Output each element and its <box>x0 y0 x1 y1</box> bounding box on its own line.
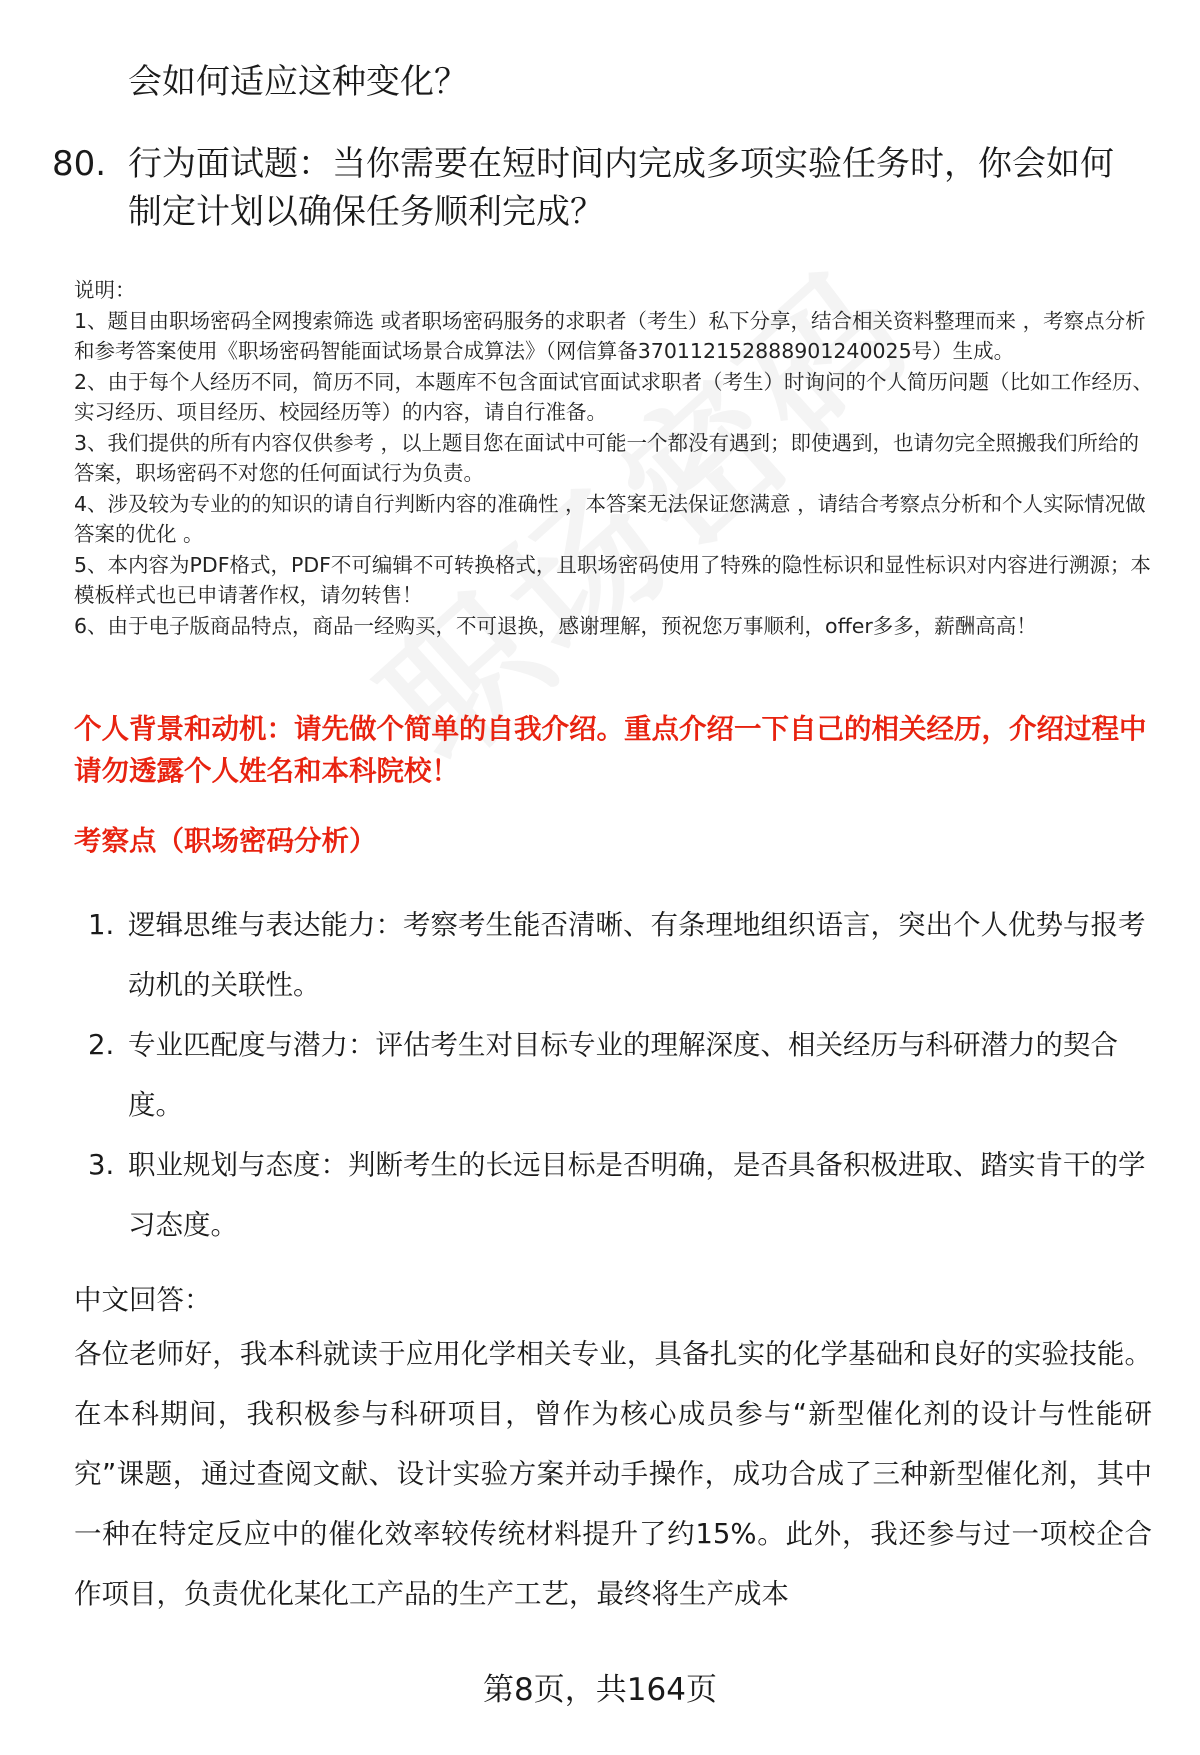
analysis-points <box>74 895 1154 1255</box>
notes-section <box>74 275 1154 641</box>
question-text: 行为面试题：当你需要在短时间内完成多项实验任务时，你会如何制定计划以确保任务顺利完成？ <box>128 144 1114 232</box>
answer-label: 中文回答： <box>74 1284 212 1316</box>
note-item: 1、题目由职场密码全网搜索筛选 或者职场密码服务的求职者（考生）私下分享，结合相关资料整理而来 ，考察点分析和参考答案使用《职场密码智能面试场景合成算法》（网信算备370112152888901240025号）生成。 <box>74 308 1146 363</box>
question-80 <box>52 140 1142 236</box>
background-question: 个人背景和动机：请先做个简单的自我介绍。重点介绍一下自己的相关经历，介绍过程中请勿透露个人姓名和本科院校！ <box>74 713 1147 787</box>
analysis-point-number: 2. <box>88 1029 115 1061</box>
page-footer: 第8页，共164页 <box>483 1672 717 1708</box>
note-item: 3、我们提供的所有内容仅供参考 ，以上题目您在面试中可能一个都没有遇到；即使遇到，也请勿完全照搬我们所给的答案，职场密码不对您的任何面试行为负责。 <box>74 430 1140 485</box>
note-item: 2、由于每个人经历不同，简历不同，本题库不包含面试官面试求职者（考生）时询问的个人简历问题（比如工作经历、实习经历、项目经历、校园经历等）的内容，请自行准备。 <box>74 369 1154 424</box>
analysis-point <box>74 1015 1154 1135</box>
answer-text: 各位老师好，我本科就读于应用化学相关专业，具备扎实的化学基础和良好的实验技能。在本科期间，我积极参与科研项目，曾作为核心成员参与“新型催化剂的设计与性能研究”课题，通过查阅文献、设计实验方案并动手操作，成功合成了三种新型催化剂，其中一种在特定反应中的催化效率较传统材料提升了约15%。此外，我还参与过一项校企合作项目，负责优化某化工产品的生产工艺，最终将生产成本 <box>74 1338 1152 1610</box>
question-continuation: 会如何适应这种变化？ <box>128 62 468 102</box>
note-item: 6、由于电子版商品特点，商品一经购买，不可退换，感谢理解，预祝您万事顺利，offer多多，薪酬高高！ <box>74 613 1037 638</box>
note-item: 5、本内容为PDF格式，PDF不可编辑不可转换格式，且职场密码使用了特殊的隐性标识和显性标识对内容进行溯源；本模板样式也已申请著作权，请勿转售！ <box>74 552 1151 607</box>
notes-title: 说明： <box>74 278 136 302</box>
analysis-point-text: 职业规划与态度：判断考生的长远目标是否明确，是否具备积极进取、踏实肯干的学习态度。 <box>128 1149 1146 1241</box>
question-number: 80. <box>52 144 107 184</box>
analysis-point-text: 专业匹配度与潜力：评估考生对目标专业的理解深度、相关经历与科研潜力的契合度。 <box>128 1029 1118 1121</box>
analysis-point-text: 逻辑思维与表达能力：考察考生能否清晰、有条理地组织语言，突出个人优势与报考动机的关联性。 <box>128 909 1146 1001</box>
analysis-heading: 考察点（职场密码分析） <box>74 825 377 857</box>
analysis-point-number: 1. <box>88 909 115 941</box>
note-item: 4、涉及较为专业的的知识的请自行判断内容的准确性 ，本答案无法保证您满意 ，请结合考察点分析和个人实际情况做答案的优化 。 <box>74 491 1146 546</box>
analysis-point <box>74 1135 1154 1255</box>
analysis-point <box>74 895 1154 1015</box>
analysis-point-number: 3. <box>88 1149 115 1181</box>
